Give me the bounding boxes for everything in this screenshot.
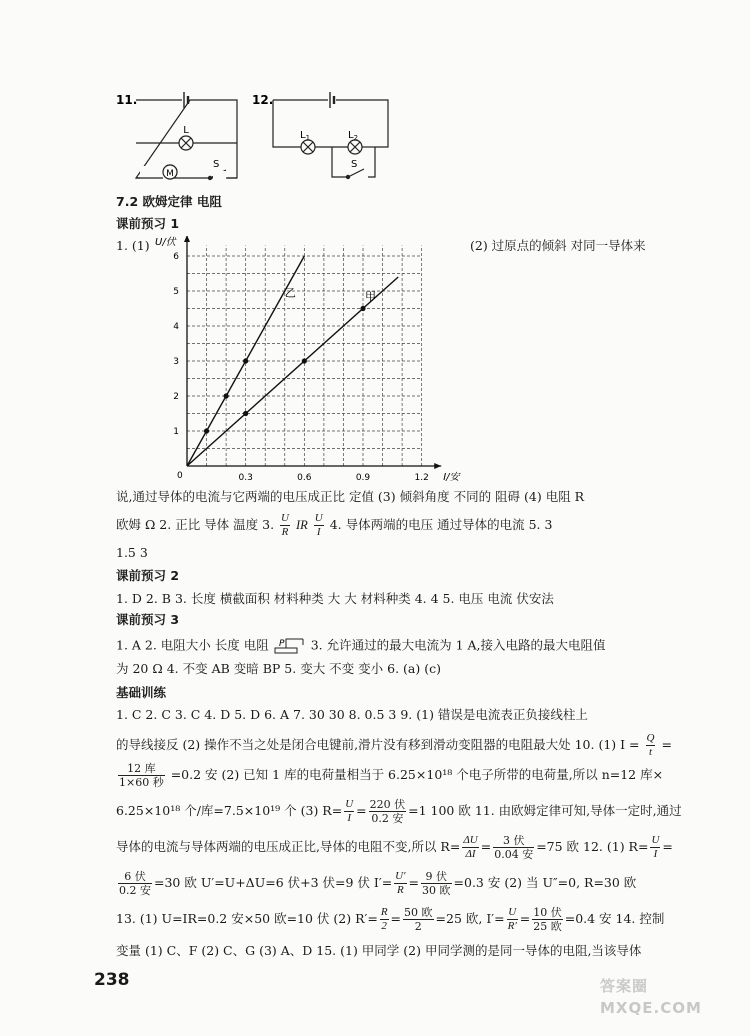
basic-line7 (116, 906, 664, 933)
q12-lamp2-label: $L_2$ (348, 130, 359, 142)
preview1-line2 (116, 512, 552, 539)
preview1-line3: 1.5 3 (116, 545, 148, 560)
fraction-q-over-t: $\frac{Q}{t}$ (646, 732, 655, 758)
basic-line5-eq: = (480, 839, 492, 854)
y-axis-arrow-icon (184, 236, 190, 242)
data-point (243, 411, 248, 416)
watermark: 答案圈 MXQE.COM (600, 977, 702, 1017)
data-point (360, 306, 365, 311)
fraction-r-over-2: $\frac{R}{2}$ (380, 906, 388, 932)
preview3-text-b: 3. 允许通过的最大电流为 1 A,接入电路的最大电阻值 (310, 637, 606, 653)
basic-line6-eq: = (408, 875, 420, 890)
series-label: 甲 (364, 289, 376, 303)
x-tick-label: 0.9 (355, 473, 371, 483)
basic-line6-text-a: =30 欧 U′=U+ΔU=6 伏+3 伏=9 伏 I′= (154, 875, 393, 890)
fraction-uprime-over-r: $\frac{U'}{R}$ (395, 870, 406, 896)
preview3-text-a: 1. A 2. 电阻大小 长度 电阻 (116, 637, 269, 653)
basic-line4-text-a: 6.25×10¹⁸ 个/库=7.5×10¹⁹ 个 (3) R= (116, 803, 343, 818)
switch2-icon (348, 169, 364, 177)
preview3-line2: 为 20 Ω 4. 不变 AB 变暗 BP 5. 变大 不变 变小 6. (a) (c) (116, 661, 441, 676)
fraction-du-over-di: $\frac{\Delta U}{\Delta I}$ (463, 834, 478, 860)
basic-line2-text: 的导线接反 (2) 操作不当之处是闭合电键前,滑片没有移到滑动变阻器的电阻最大处 10. (1) I = (116, 737, 640, 752)
x-tick-label: 0.6 (297, 473, 312, 483)
x-axis-label: I/安 (443, 472, 460, 483)
basic-line2-end: = (661, 737, 672, 752)
y-tick-label: 4 (173, 322, 179, 332)
basic-line7-eq: = (390, 911, 402, 926)
basic-line8: 变量 (1) C、F (2) C、G (3) A、D 15. (1) 甲同学 (2) 甲同学测的是同一导体的电阻,当该导体 (116, 943, 642, 958)
fraction-u-over-i-2: $\frac{U}{I}$ (345, 798, 354, 824)
fraction-9v-over-30ohm: $\frac{\text{9 伏}}{\text{30 欧}}$ (422, 870, 451, 897)
fraction-u-over-i-3: $\frac{U}{I}$ (651, 834, 660, 860)
preview3-line1 (116, 636, 606, 656)
basic-line5-text-c: = (662, 839, 673, 854)
q12-lamp1-label: $L_1$ (300, 130, 311, 142)
y-axis-label: U/伏 (155, 237, 176, 248)
q1-label: 1. (1) (116, 238, 150, 253)
y-tick-label: 1 (173, 427, 179, 437)
basic-line3 (116, 762, 663, 789)
q1-part2: (2) 过原点的倾斜 对同一导体来 (470, 238, 646, 253)
data-point (204, 428, 209, 433)
basic-line5 (116, 834, 673, 861)
fraction-3v-over-004a: $\frac{\text{3 伏}}{\text{0.04 安}}$ (494, 834, 534, 861)
q12-switch-label: S (351, 159, 358, 170)
preview3-heading: 课前预习 3 (116, 612, 180, 627)
basic-heading: 基础训练 (116, 685, 167, 700)
q12-number: 12. (252, 93, 274, 107)
preview2-heading: 课前预习 2 (116, 568, 180, 583)
q12-circuit (273, 92, 388, 179)
line2-text-a: 欧姆 Ω 2. 正比 导体 温度 3. (116, 517, 275, 532)
y-tick-label: 5 (173, 287, 179, 297)
basic-line5-text-b: =75 欧 12. (1) R= (536, 839, 649, 854)
svg-text:P: P (278, 639, 285, 649)
fraction-u-over-i: $\frac{U}{I}$ (314, 512, 323, 538)
ir-formula: IR (295, 518, 308, 532)
preview1-heading: 课前预习 1 (116, 216, 180, 231)
basic-line6-text-b: =0.3 安 (2) 当 U″=0, R=30 欧 (453, 875, 637, 890)
q11-lamp-label: L (183, 125, 189, 136)
x-tick-label: 1.2 (414, 473, 429, 483)
series-label: 乙 (284, 286, 296, 300)
basic-line7-text-c: =0.4 安 14. 控制 (564, 911, 665, 926)
x-axis-arrow-icon (434, 463, 441, 469)
basic-line4 (116, 798, 682, 825)
series-line-2 (187, 277, 398, 466)
data-point (302, 358, 307, 363)
fraction-50ohm-over-2: $\frac{\text{50 欧}}{2}$ (404, 906, 433, 933)
basic-line7-eq2: = (519, 911, 531, 926)
circuit-diagrams (110, 86, 410, 186)
ui-chart (142, 236, 472, 484)
rheostat-icon (273, 636, 307, 656)
fraction-220v-over-02a: $\frac{\text{220 伏}}{\text{0.2 安}}$ (369, 798, 406, 825)
origin-label: 0 (177, 471, 183, 481)
basic-line7-text-a: 13. (1) U=IR=0.2 安×50 欧=10 伏 (2) R′= (116, 911, 378, 926)
fraction-charge-over-time: $\frac{\text{12 库}}{\text{1×60 秒}}$ (119, 762, 164, 789)
section-title: 7.2 欧姆定律 电阻 (116, 194, 222, 209)
q11-number: 11. (116, 93, 138, 107)
fraction-10v-over-25ohm: $\frac{\text{10 伏}}{\text{25 欧}}$ (533, 906, 562, 933)
basic-line4-text-b: =1 100 欧 11. 由欧姆定律可知,导体一定时,通过 (408, 803, 682, 818)
x-tick-label: 0.3 (238, 473, 253, 483)
preview1-line1: 说,通过导体的电流与它两端的电压成正比 定值 (3) 倾斜角度 不同的 阻碍 (4) 电阻 R (116, 489, 585, 504)
q11-switch-label: S (213, 159, 220, 170)
preview2-line1: 1. D 2. B 3. 长度 横截面积 材料种类 大 大 材料种类 4. 4 5. 电压 电流 伏安法 (116, 591, 554, 606)
fraction-u-over-rprime: $\frac{U}{R'}$ (507, 906, 517, 932)
basic-line4-eq: = (356, 803, 367, 818)
basic-line3-text: =0.2 安 (2) 已知 1 库的电荷量相当于 6.25×10¹⁸ 个电子所带的电荷量,所以 n=12 库× (170, 767, 664, 782)
y-tick-label: 6 (173, 252, 179, 262)
data-point (224, 393, 229, 398)
page-number: 238 (94, 970, 130, 990)
fraction-u-over-r: $\frac{U}{R}$ (281, 512, 289, 538)
basic-line5-text-a: 导体的电流与导体两端的电压成正比,导体的电阻不变,所以 R= (116, 839, 461, 854)
basic-line2 (116, 732, 672, 759)
data-point (243, 358, 248, 363)
fraction-6v-over-02a: $\frac{\text{6 伏}}{\text{0.2 安}}$ (119, 870, 151, 897)
basic-line1: 1. C 2. C 3. C 4. D 5. D 6. A 7. 30 30 8. 0.5 3 9. (1) 错误是电流表正负接线柱上 (116, 707, 588, 722)
basic-line7-text-b: =25 欧, I′= (435, 911, 505, 926)
y-tick-label: 3 (173, 357, 179, 367)
basic-line6 (116, 870, 636, 897)
y-tick-label: 2 (173, 392, 179, 402)
line2-text-c: 4. 导体两端的电压 通过导体的电流 5. 3 (329, 517, 553, 532)
q11-motor-label: M (166, 169, 174, 179)
